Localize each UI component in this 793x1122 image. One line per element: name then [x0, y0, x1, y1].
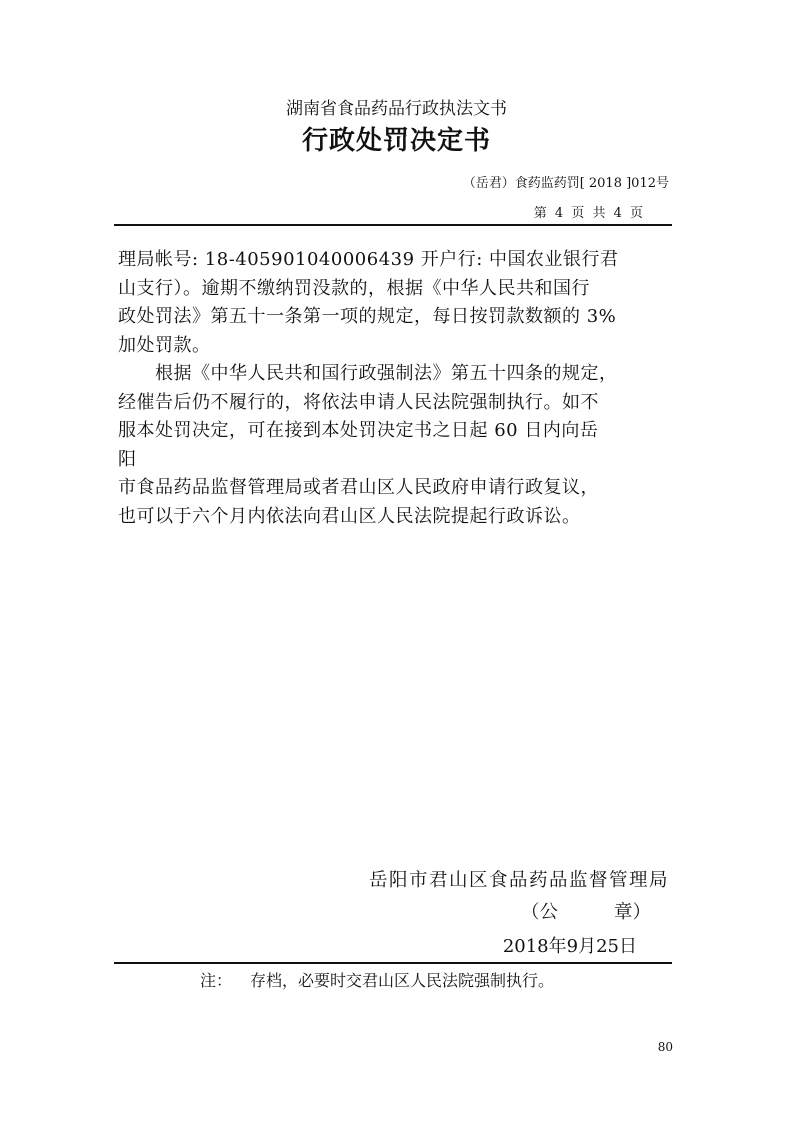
header-divider	[114, 224, 672, 226]
decision-body	[118, 246, 678, 531]
footer-divider	[114, 962, 672, 964]
official-seal-label	[521, 898, 651, 924]
body-line: 根据《中华人民共和国行政强制法》第五十四条的规定，	[155, 363, 618, 384]
body-line: 阳	[118, 448, 137, 470]
document-number: （岳君）食药监药罚[ 2018 ]012号	[462, 176, 669, 191]
seal-close: 章）	[613, 902, 651, 923]
body-line: 也可以于六个月内依法向君山区人民法院提起行政诉讼。	[118, 505, 581, 527]
seal-open: （公	[520, 902, 558, 923]
issue-date: 2018年9月25日	[502, 936, 637, 957]
body-line: 服本处罚决定，可在接到本处罚决定书之日起 60 日内向岳	[118, 420, 599, 441]
note-label: 注：	[200, 971, 233, 990]
note-text: 存档，必要时交君山区人民法院强制执行。	[250, 971, 555, 990]
body-line: 山支行）。逾期不缴纳罚没款的，根据《中华人民共和国行	[118, 277, 590, 299]
body-line: 经催告后仍不履行的，将依法申请人民法院强制执行。如不	[118, 391, 599, 413]
document-type-header: 湖南省食品药品行政执法文书	[286, 99, 507, 119]
page-indicator: 第 4 页 共 4 页	[533, 206, 643, 221]
body-line: 加处罚款。	[118, 334, 211, 356]
document-title: 行政处罚决定书	[301, 126, 491, 156]
body-line: 政处罚法》第五十一条第一项的规定，每日按罚款数额的 3%	[118, 306, 617, 327]
footnote	[200, 968, 554, 991]
body-line: 市食品药品监督管理局或者君山区人民政府申请行政复议，	[118, 477, 599, 498]
body-line: 理局帐号: 18-405901040006439 开户行: 中国农业银行君	[118, 249, 619, 270]
page-number: 80	[657, 1040, 673, 1054]
issuing-authority: 岳阳市君山区食品药品监督管理局	[368, 870, 669, 891]
